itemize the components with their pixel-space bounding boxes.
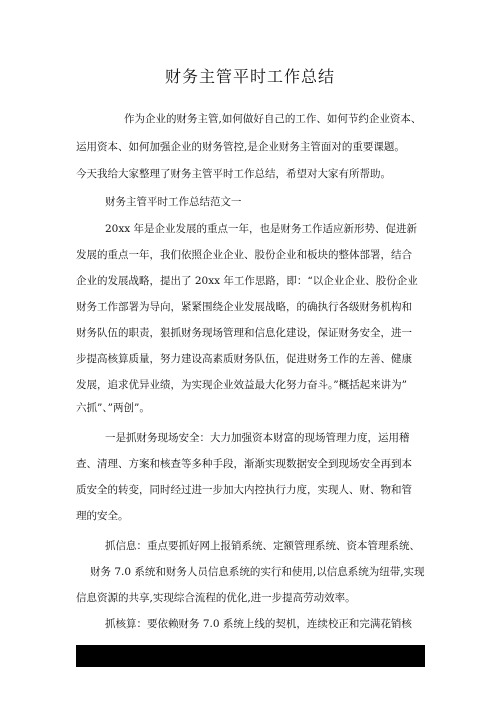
body-line: 抓核算：要依赖财务 7.0 系统上线的契机，连续校正和完满花销核 xyxy=(105,618,412,630)
body-line: 发展，追求优异业绩，为实现企业效益最大化努力奋斗。”概括起来讲为” xyxy=(76,379,407,391)
body-line: 六抓”、”两创”。 xyxy=(76,402,150,414)
body-line: 企业的发展战略，提出了 20xx 年工作思路，即：“以企业企业、股份企业 xyxy=(76,275,418,287)
body-line: 运用资本、如何加强企业的财务管控,是企业财务主管面对的重要课题。 xyxy=(76,141,405,153)
body-line: 质安全的转变，同时经过进一步加大内控执行力度，实现人、财、物和管 xyxy=(76,484,412,496)
body-line: 步提高核算质量，努力建设高素质财务队伍，促进财务工作的左善、健康 xyxy=(76,353,412,365)
body-line: 财务队伍的职责，狠抓财务现场管理和信息化建设，保证财务安全，进一 xyxy=(76,327,412,339)
body-line: 财务 7.0 系统和财务人员信息系统的实行和使用,以信息系统为纽带,实现 xyxy=(90,566,425,578)
section-heading: 财务主管平时工作总结范文一 xyxy=(105,196,242,208)
body-line: 财务工作部署为导向，紧紧围绕企业发展战略，的确执行各级财务机构和 xyxy=(76,301,412,313)
body-line: 作为企业的财务主管,如何做好自己的工作、如何节约企业资本、 xyxy=(124,113,422,125)
body-line: 发展的重点一年，我们依照企业企业、股份企业和板块的整体部署，结合 xyxy=(76,249,412,261)
body-line: 一是抓财务现场安全：大力加强资本财富的现场管理力度，运用稽 xyxy=(105,432,410,444)
body-line: 理的安全。 xyxy=(76,510,129,522)
body-line: 今天我给大家整理了财务主管平时工作总结，希望对大家有所帮助。 xyxy=(76,168,391,180)
redaction-bar xyxy=(76,645,425,667)
document-title: 财务主管平时工作总结 xyxy=(164,67,335,86)
body-line: 20xx 年是企业发展的重点一年，也是财务工作适应新形势、促进新 xyxy=(105,223,418,235)
body-line: 抓信息：重点要抓好网上报销系统、定额管理系统、资本管理系统、 xyxy=(105,540,420,552)
body-line: 信息资源的共享,实现综合流程的优化,进一步提高劳动效率。 xyxy=(76,592,356,604)
body-line: 查、清理、方案和核查等多种手段，渐渐实现数据安全到现场安全再到本 xyxy=(76,458,412,470)
